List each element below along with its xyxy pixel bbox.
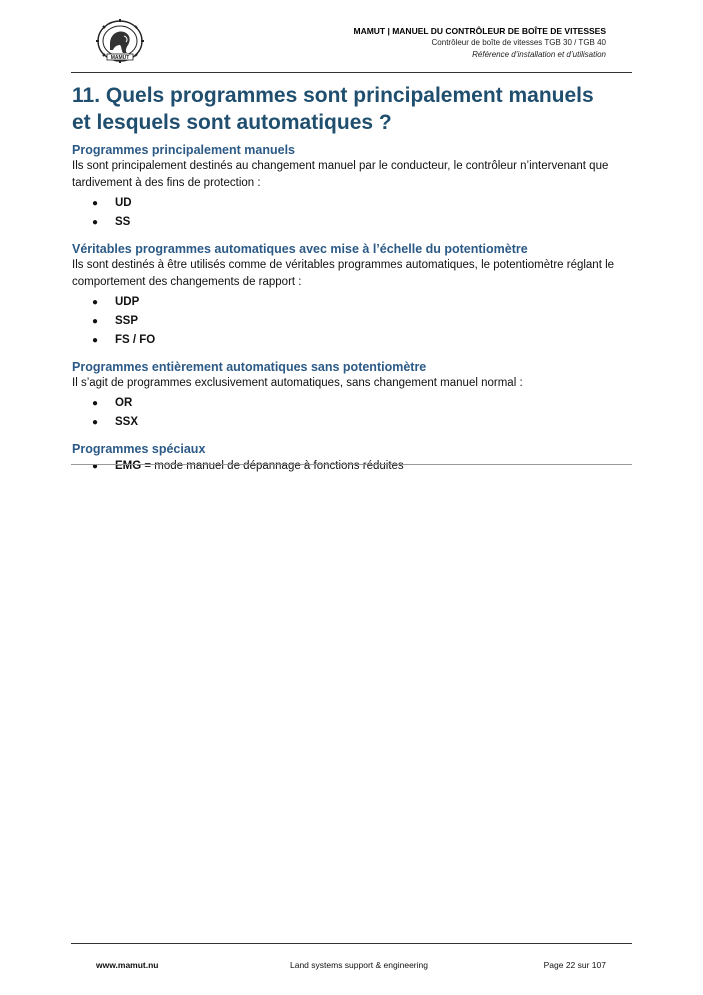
header-divider (71, 72, 632, 73)
section-heading-special: Programmes spéciaux (72, 442, 206, 456)
program-code: UDP (115, 296, 140, 308)
company-logo (94, 18, 146, 64)
footer-divider (71, 943, 632, 944)
section-text-automatic-potentiometer: Ils sont destinés à être utilisés comme de véritables programmes automatiques, le potentiomètre réglant le comportement des changements de rapport : (72, 259, 615, 288)
program-code: OR (115, 397, 133, 409)
program-code: UD (115, 197, 132, 209)
header-subtitle: Contrôleur de boîte de vitesses TGB 30 / TGB 40 (431, 38, 606, 47)
program-code: SSX (115, 416, 139, 428)
footer-tagline: Land systems support & engineering (290, 960, 428, 970)
program-list-special (72, 457, 632, 476)
section-heading-manual: Programmes principalement manuels (72, 143, 295, 157)
section-text-manual: Ils sont principalement destinés au changement manuel par le conducteur, le contrôleur n’intervenant que tardivement à des fins de protection : (72, 160, 609, 189)
program-list-manual (72, 194, 632, 232)
list-item: ● UDP (92, 296, 140, 308)
list-item: ● OR (92, 397, 133, 409)
list-item: ● UD (92, 197, 132, 209)
program-code: SS (115, 216, 131, 228)
program-code: SSP (115, 315, 139, 327)
main-content (72, 82, 632, 476)
page-title-line-1: 11. Quels programmes sont principalement manuels (72, 84, 594, 107)
header-reference: Référence d’installation et d’utilisation (472, 50, 606, 59)
program-list-fully-automatic (72, 394, 632, 432)
program-list-automatic-potentiometer (72, 293, 632, 350)
page-title-line-2: et lesquels sont automatiques ? (72, 111, 392, 134)
program-description: = mode manuel de dépannage à fonctions réduites (141, 460, 404, 472)
section-heading-automatic-potentiometer: Véritables programmes automatiques avec mise à l’échelle du potentiomètre (72, 242, 528, 256)
section-text-fully-automatic: Il s’agit de programmes exclusivement automatiques, sans changement manuel normal : (72, 377, 523, 389)
program-code: EMG (115, 460, 142, 472)
footer-page-number: Page 22 sur 107 (543, 960, 606, 970)
content-end-divider (71, 464, 632, 465)
footer-website: www.mamut.nu (96, 960, 159, 970)
list-item: ● SS (92, 216, 131, 228)
logo-text: MAMUT (110, 55, 130, 61)
list-item: ● EMG = mode manuel de dépannage à fonctions réduites (92, 460, 404, 472)
header-title: MAMUT | MANUEL DU CONTRÔLEUR DE BOÎTE DE VITESSES (353, 26, 606, 36)
list-item: ● SSX (92, 416, 139, 428)
program-code: FS / FO (115, 334, 156, 346)
page-title (72, 82, 632, 136)
document-header (353, 25, 606, 61)
section-heading-fully-automatic: Programmes entièrement automatiques sans potentiomètre (72, 360, 427, 374)
list-item: ● FS / FO (92, 334, 156, 346)
list-item: ● SSP (92, 315, 139, 327)
